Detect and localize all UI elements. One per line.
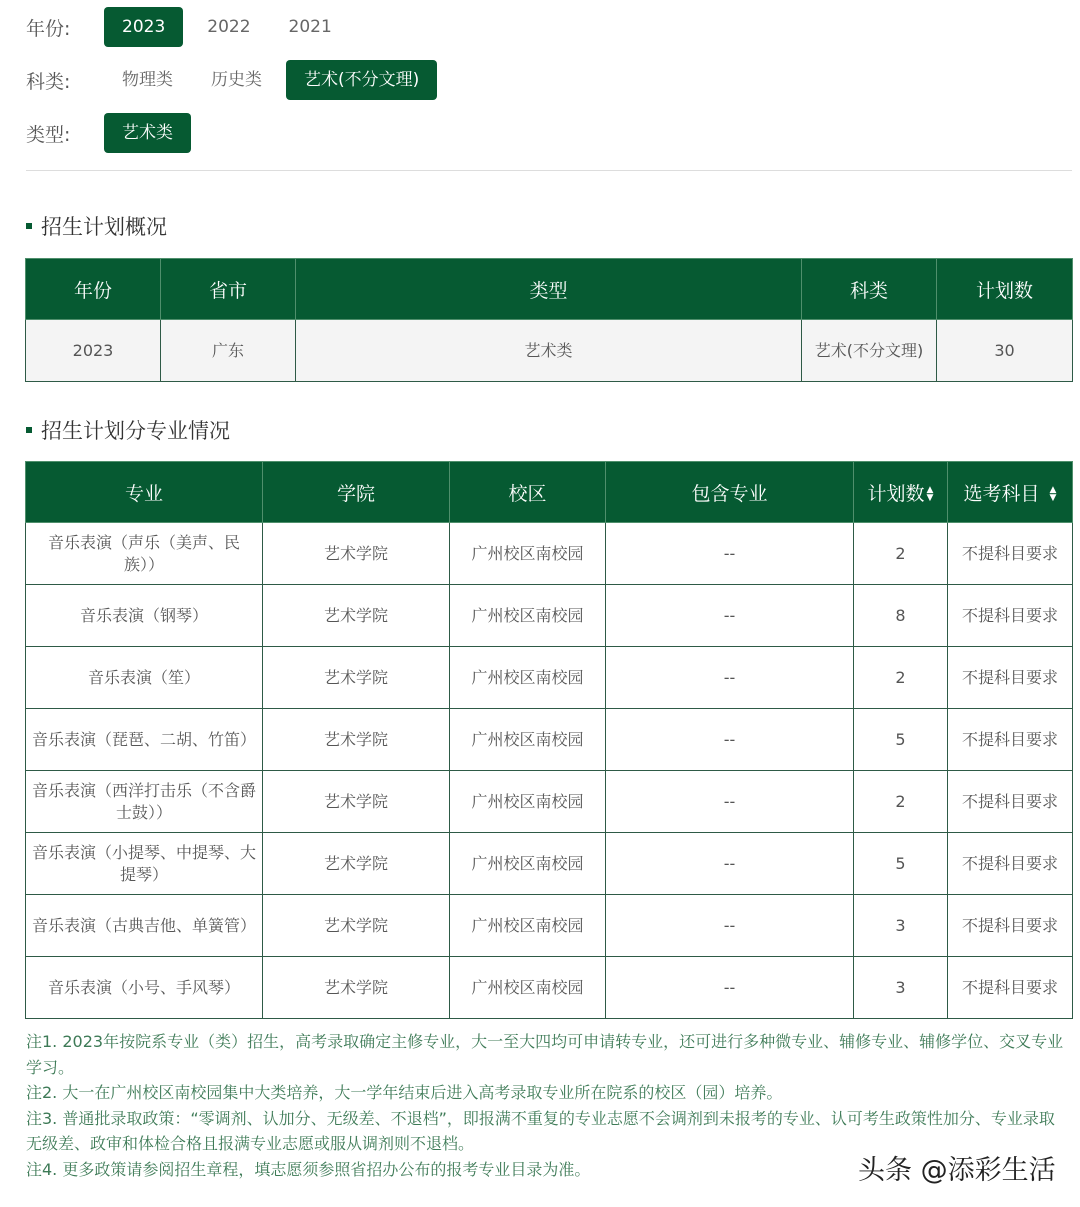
header-required-subjects-label: 选考科目 [963,482,1040,505]
table-row [26,585,1073,647]
cell-included-majors: -- [606,957,854,1019]
year-option-2022[interactable]: 2022 [207,17,251,37]
watermark: 头条 @添彩生活 [858,1155,1056,1186]
header-year: 年份 [26,259,161,320]
overview-title-text: 招生计划概况 [41,215,167,239]
type-option-art[interactable]: 艺术类 [104,113,191,153]
year-filter [26,7,350,47]
note-1: 注1. 2023年按院系专业（类）招生，高考录取确定主修专业，大一至大四均可申请转专业，还可进行多种微专业、辅修专业、辅修学位、交叉专业学习。 [26,1032,1064,1077]
note-4: 注4. 更多政策请参阅招生章程，填志愿须参照省招办公布的报考专业目录为准。 [26,1159,591,1179]
header-type: 类型 [296,259,802,320]
header-plan-count-sortable[interactable] [854,462,948,523]
cell-required-subjects: 不提科目要求 [948,833,1073,895]
cell-required-subjects: 不提科目要求 [948,585,1073,647]
note-2: 注2. 大一在广州校区南校园集中大类培养，大一学年结束后进入高考录取专业所在院系的校区（园）培养。 [26,1083,783,1102]
cell-included-majors: -- [606,771,854,833]
cell-included-majors: -- [606,523,854,585]
overview-section-title [26,211,167,241]
cell-major: 音乐表演（钢琴） [26,585,263,647]
overview-table [25,258,1073,382]
cell-college: 艺术学院 [263,647,450,709]
cell-included-majors: -- [606,585,854,647]
cell-required-subjects: 不提科目要求 [948,647,1073,709]
cell-major: 音乐表演（西洋打击乐（不含爵士鼓）） [26,771,263,833]
table-row [26,833,1073,895]
table-row [26,523,1073,585]
cell-campus: 广州校区南校园 [450,709,606,771]
cell-campus: 广州校区南校园 [450,833,606,895]
majors-section-title [26,415,230,445]
cell-type: 艺术类 [296,320,802,382]
majors-table [25,461,1073,1019]
type-filter-label: 类型: [26,123,71,146]
majors-title-text: 招生计划分专业情况 [41,419,230,443]
header-province: 省市 [161,259,296,320]
cell-included-majors: -- [606,709,854,771]
cell-college: 艺术学院 [263,523,450,585]
header-campus: 校区 [450,462,606,523]
cell-college: 艺术学院 [263,957,450,1019]
cell-plan-count: 5 [854,833,948,895]
cell-campus: 广州校区南校园 [450,585,606,647]
cell-major: 音乐表演（笙） [26,647,263,709]
subject-option-art[interactable]: 艺术(不分文理) [286,60,437,100]
cell-plan-count: 30 [937,320,1073,382]
subject-filter [26,60,437,100]
cell-plan-count: 3 [854,895,948,957]
cell-college: 艺术学院 [263,771,450,833]
header-included-majors: 包含专业 [606,462,854,523]
subject-option-history[interactable]: 历史类 [211,70,262,90]
cell-plan-count: 2 [854,523,948,585]
cell-campus: 广州校区南校园 [450,647,606,709]
cell-plan-count: 2 [854,771,948,833]
cell-year: 2023 [26,320,161,382]
cell-major: 音乐表演（琵琶、二胡、竹笛） [26,709,263,771]
year-filter-label: 年份: [26,17,71,40]
table-row [26,895,1073,957]
cell-college: 艺术学院 [263,895,450,957]
cell-college: 艺术学院 [263,833,450,895]
cell-college: 艺术学院 [263,585,450,647]
header-plan-count: 计划数 [937,259,1073,320]
header-college: 学院 [263,462,450,523]
divider [26,170,1072,171]
cell-major: 音乐表演（小提琴、中提琴、大提琴） [26,833,263,895]
cell-campus: 广州校区南校园 [450,895,606,957]
cell-required-subjects: 不提科目要求 [948,771,1073,833]
cell-campus: 广州校区南校园 [450,957,606,1019]
table-row [26,647,1073,709]
cell-required-subjects: 不提科目要求 [948,523,1073,585]
square-bullet-icon [26,223,32,229]
overview-header-row [26,259,1073,320]
cell-subject: 艺术(不分文理) [802,320,937,382]
header-required-subjects-sortable[interactable] [948,462,1073,523]
year-option-2023[interactable]: 2023 [104,7,183,47]
cell-included-majors: -- [606,647,854,709]
cell-plan-count: 5 [854,709,948,771]
table-row [26,771,1073,833]
cell-required-subjects: 不提科目要求 [948,895,1073,957]
cell-campus: 广州校区南校园 [450,523,606,585]
note-3: 注3. 普通批录取政策：“零调剂、认加分、无级差、不退档”，即报满不重复的专业志愿不会调剂到未报考的专业、认可考生政策性加分、专业录取无级差、政审和体检合格且报满专业志愿或服从调剂则不退档。 [26,1108,1055,1153]
square-bullet-icon [26,427,32,433]
cell-college: 艺术学院 [263,709,450,771]
table-row [26,709,1073,771]
cell-campus: 广州校区南校园 [450,771,606,833]
cell-included-majors: -- [606,833,854,895]
cell-major: 音乐表演（古典吉他、单簧管） [26,895,263,957]
cell-major: 音乐表演（小号、手风琴） [26,957,263,1019]
table-row [26,320,1073,382]
header-subject: 科类 [802,259,937,320]
sort-icon[interactable]: ▲ ▼ [926,485,934,503]
subject-filter-label: 科类: [26,70,71,93]
cell-plan-count: 2 [854,647,948,709]
sort-icon[interactable]: ▲ ▼ [1049,485,1057,503]
table-row [26,957,1073,1019]
cell-major: 音乐表演（声乐（美声、民族）） [26,523,263,585]
cell-included-majors: -- [606,895,854,957]
subject-option-physics[interactable]: 物理类 [122,70,173,90]
cell-plan-count: 3 [854,957,948,1019]
majors-header-row [26,462,1073,523]
header-major: 专业 [26,462,263,523]
cell-province: 广东 [161,320,296,382]
header-plan-count-label: 计划数 [867,482,925,505]
year-option-2021[interactable]: 2021 [288,17,332,37]
cell-required-subjects: 不提科目要求 [948,957,1073,1019]
cell-required-subjects: 不提科目要求 [948,709,1073,771]
cell-plan-count: 8 [854,585,948,647]
type-filter [26,113,191,153]
